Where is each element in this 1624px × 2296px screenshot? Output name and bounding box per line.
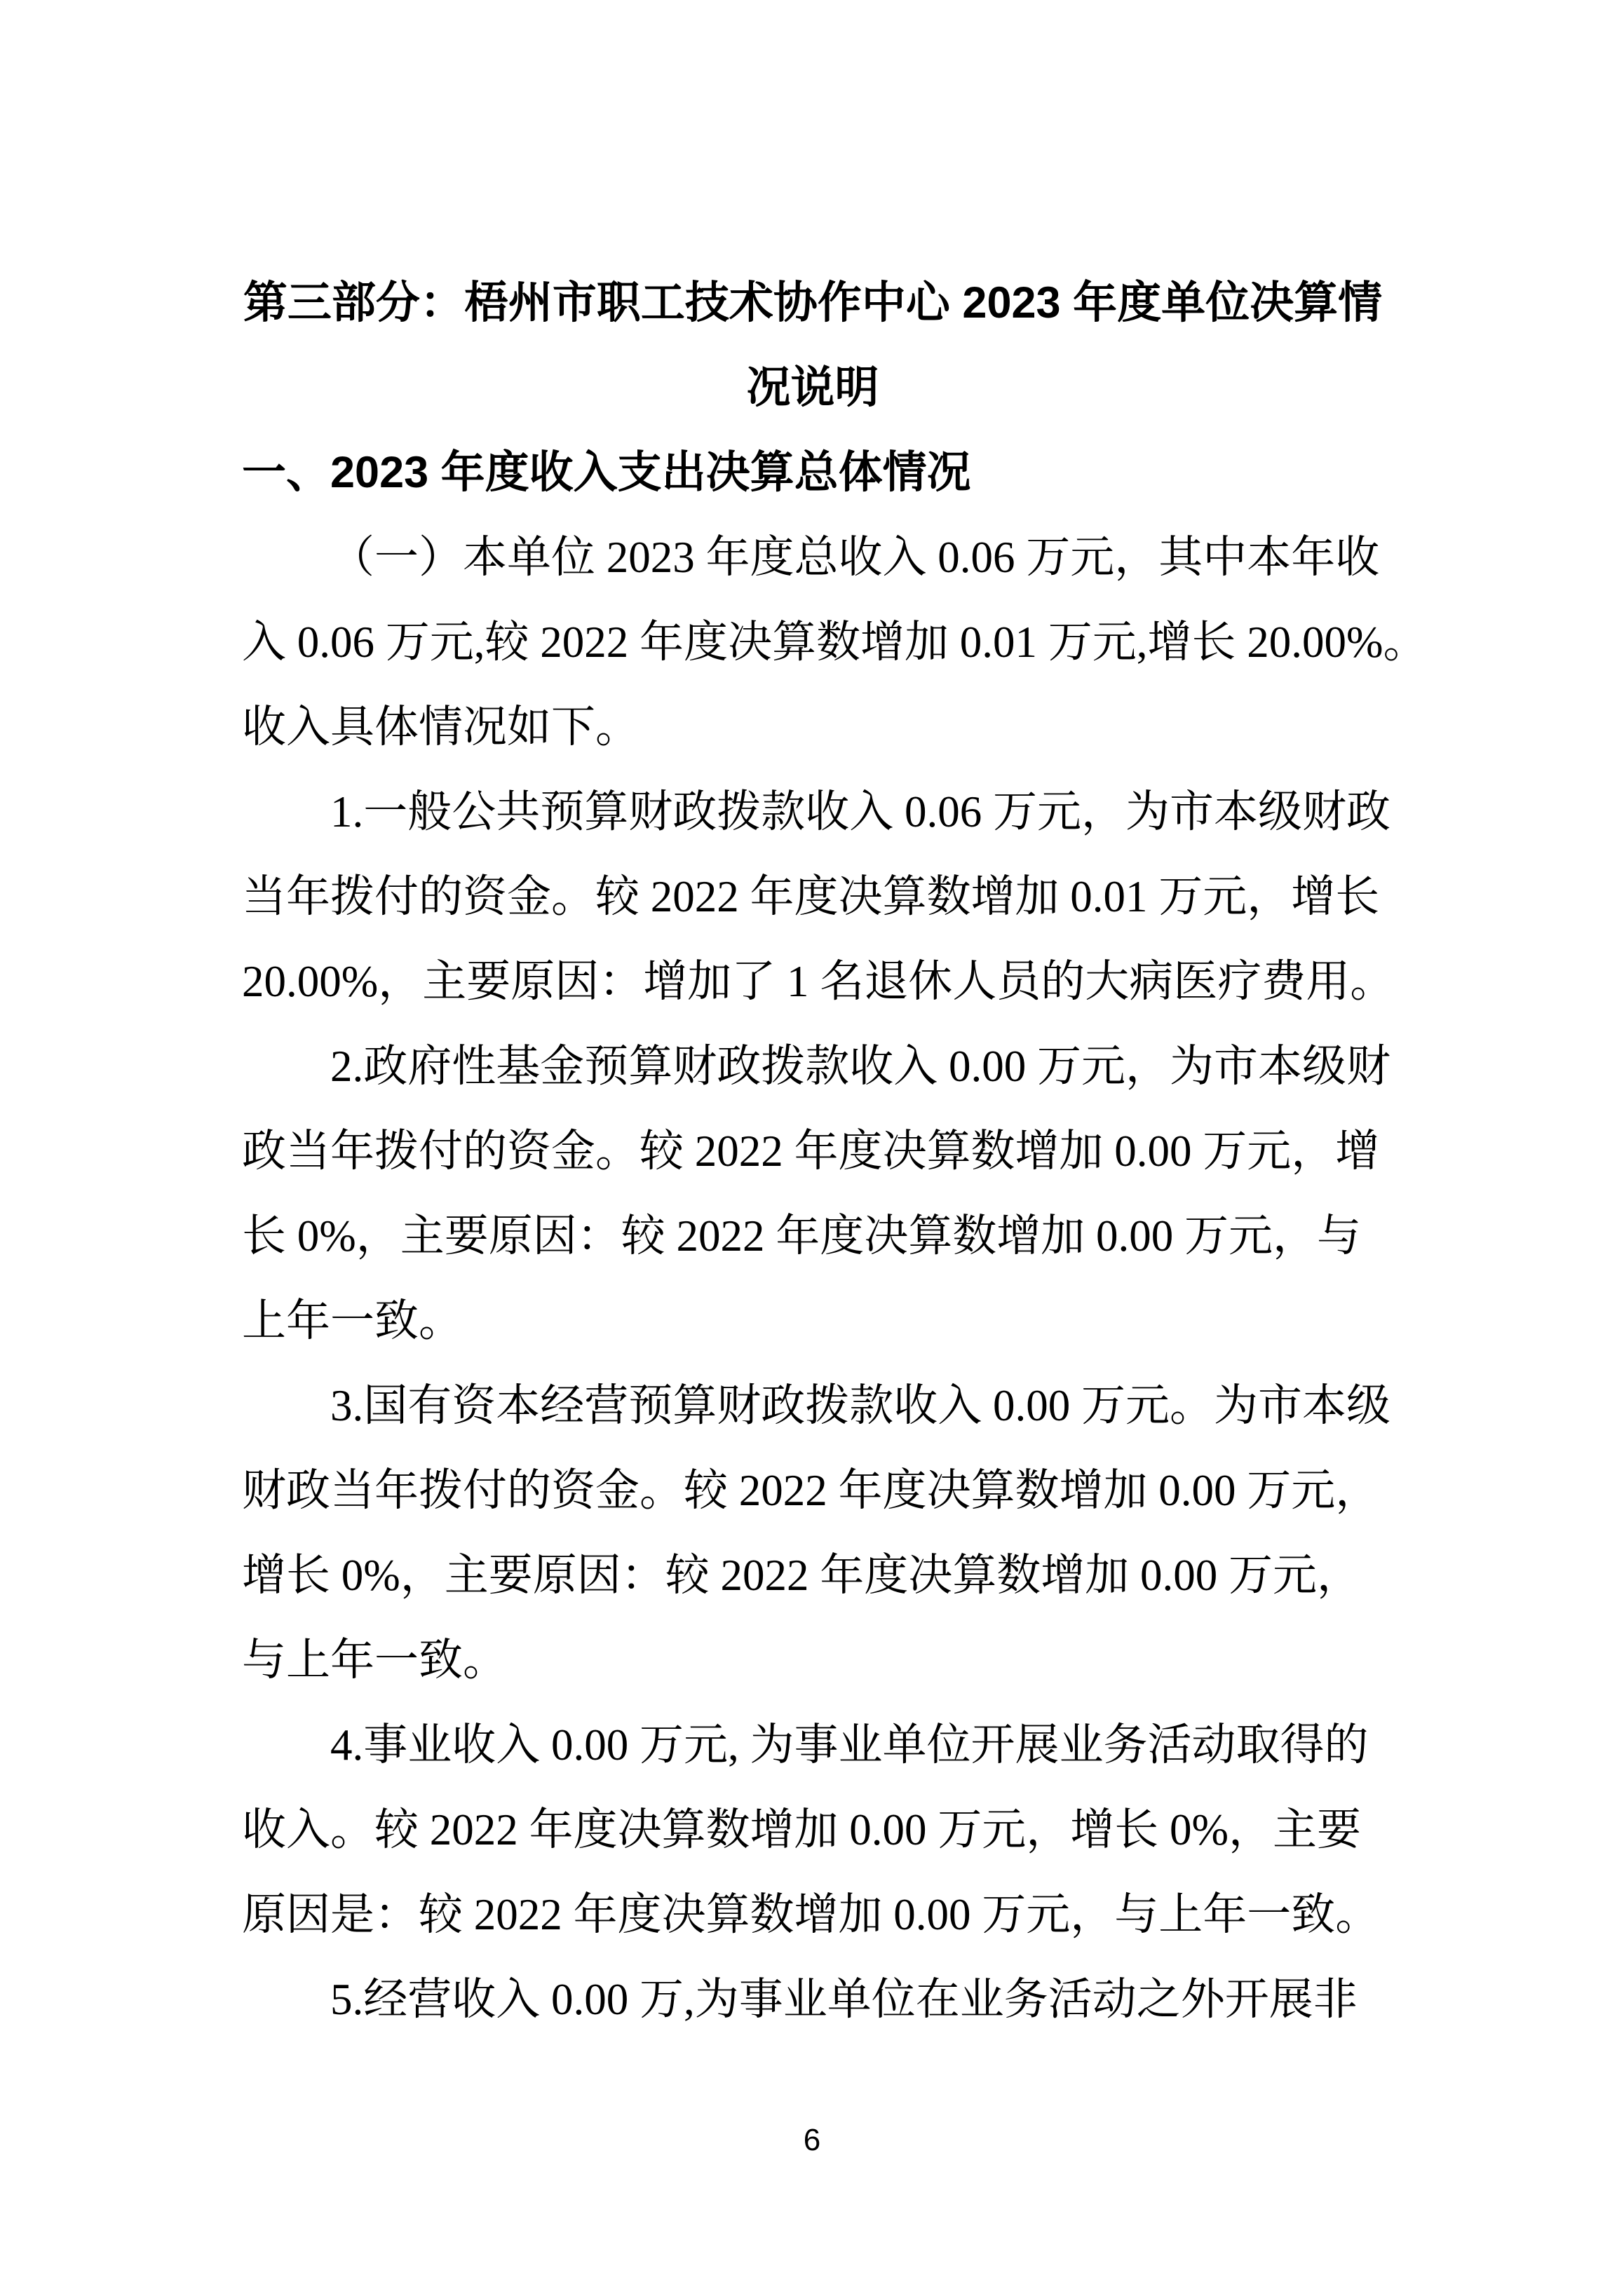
body-line: 4.事业收入 0.00 万元, 为事业单位开展业务活动取得的 [330, 1720, 1369, 1769]
body-line: 收入。较 2022 年度决算数增加 0.00 万元，增长 0%，主要 [242, 1805, 1361, 1854]
body-line: 5.经营收入 0.00 万,为事业单位在业务活动之外开展非 [330, 1975, 1358, 2024]
body-line: 增长 0%，主要原因：较 2022 年度决算数增加 0.00 万元， [242, 1551, 1361, 1600]
body-line: 长 0%，主要原因：较 2022 年度决算数增加 0.00 万元，与 [242, 1211, 1361, 1261]
page-number: 6 [803, 2123, 821, 2157]
body-line: 上年一致。 [242, 1296, 463, 1345]
body-line: 原因是：较 2022 年度决算数增加 0.00 万元，与上年一致。 [242, 1890, 1380, 1939]
body-line: 与上年一致。 [242, 1636, 507, 1685]
body-line: 3.国有资本经营预算财政拨款收入 0.00 万元。为市本级 [330, 1381, 1390, 1430]
document-content [242, 261, 1428, 2042]
body-line: 1.一般公共预算财政拨款收入 0.06 万元，为市本级财政 [330, 787, 1390, 836]
document-title-line-1: 第三部分：梧州市职工技术协作中心 2023 年度单位决算情 [243, 278, 1383, 327]
body-line: 2.政府性基金预算财政拨款收入 0.00 万元，为市本级财 [330, 1042, 1390, 1091]
section-heading: 一、2023 年度收入支出决算总体情况 [242, 448, 971, 497]
body-line: 财政当年拨付的资金。较 2022 年度决算数增加 0.00 万元， [242, 1466, 1380, 1515]
body-line: 当年拨付的资金。较 2022 年度决算数增加 0.01 万元，增长 [242, 872, 1380, 921]
body-line: 20.00%，主要原因：增加了 1 名退休人员的大病医疗费用。 [242, 957, 1395, 1006]
document-title-line-2: 况说明 [746, 363, 879, 412]
body-line: 政当年拨付的资金。较 2022 年度决算数增加 0.00 万元，增 [242, 1127, 1380, 1176]
body-line: （一）本单位 2023 年度总收入 0.06 万元，其中本年收 [330, 533, 1380, 582]
body-line: 入 0.06 万元,较 2022 年度决算数增加 0.01 万元,增长 20.00%。 [242, 618, 1428, 667]
body-line: 收入具体情况如下。 [242, 702, 640, 752]
